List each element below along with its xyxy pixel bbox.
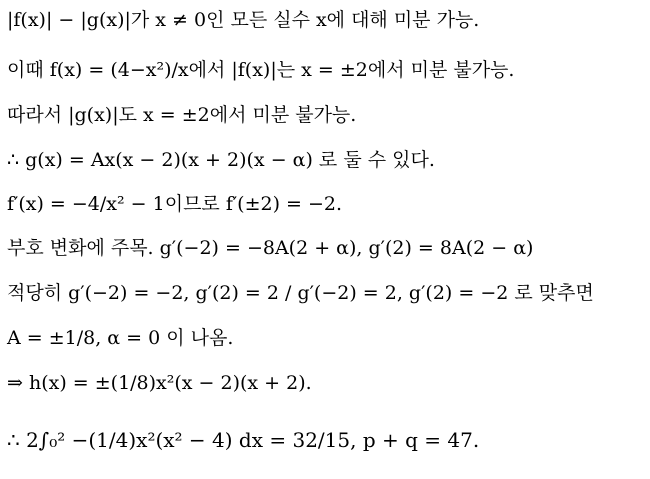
line-4-text: ∴ g(x) = Ax(x − 2)(x + 2)(x − α) 로 둘 수 있다. <box>7 149 435 171</box>
line-10 <box>7 428 647 452</box>
line-2-text: 이때 f(x) = (4−x²)/x에서 |f(x)|는 x = ±2에서 미분 불가능. <box>7 59 515 81</box>
line-7 <box>7 281 647 305</box>
line-3-text: 따라서 |g(x)|도 x = ±2에서 미분 불가능. <box>7 104 357 126</box>
line-3 <box>7 103 647 127</box>
line-1 <box>7 8 647 32</box>
line-4 <box>7 148 647 172</box>
line-7-text: 적당히 g′(−2) = −2, g′(2) = 2 / g′(−2) = 2, g′(2) = −2 로 맞추면 <box>7 282 594 304</box>
line-1-text: |f(x)| − |g(x)|가 x ≠ 0인 모든 실수 x에 대해 미분 가능. <box>7 9 480 31</box>
line-5 <box>7 192 647 216</box>
line-9 <box>7 371 647 395</box>
line-8-text: A = ±1/8, α = 0 이 나옴. <box>7 327 234 349</box>
line-6 <box>7 236 647 260</box>
line-10-text: ∴ 2∫₀² −(1/4)x²(x² − 4) dx = 32/15, p + q = 47. <box>7 428 480 452</box>
line-8 <box>7 326 647 350</box>
line-9-text: ⇒ h(x) = ±(1/8)x²(x − 2)(x + 2). <box>7 372 312 394</box>
line-6-text: 부호 변화에 주목. g′(−2) = −8A(2 + α), g′(2) = 8A(2 − α) <box>7 237 534 259</box>
line-2 <box>7 58 647 82</box>
line-5-text: f′(x) = −4/x² − 1이므로 f′(±2) = −2. <box>7 193 343 215</box>
